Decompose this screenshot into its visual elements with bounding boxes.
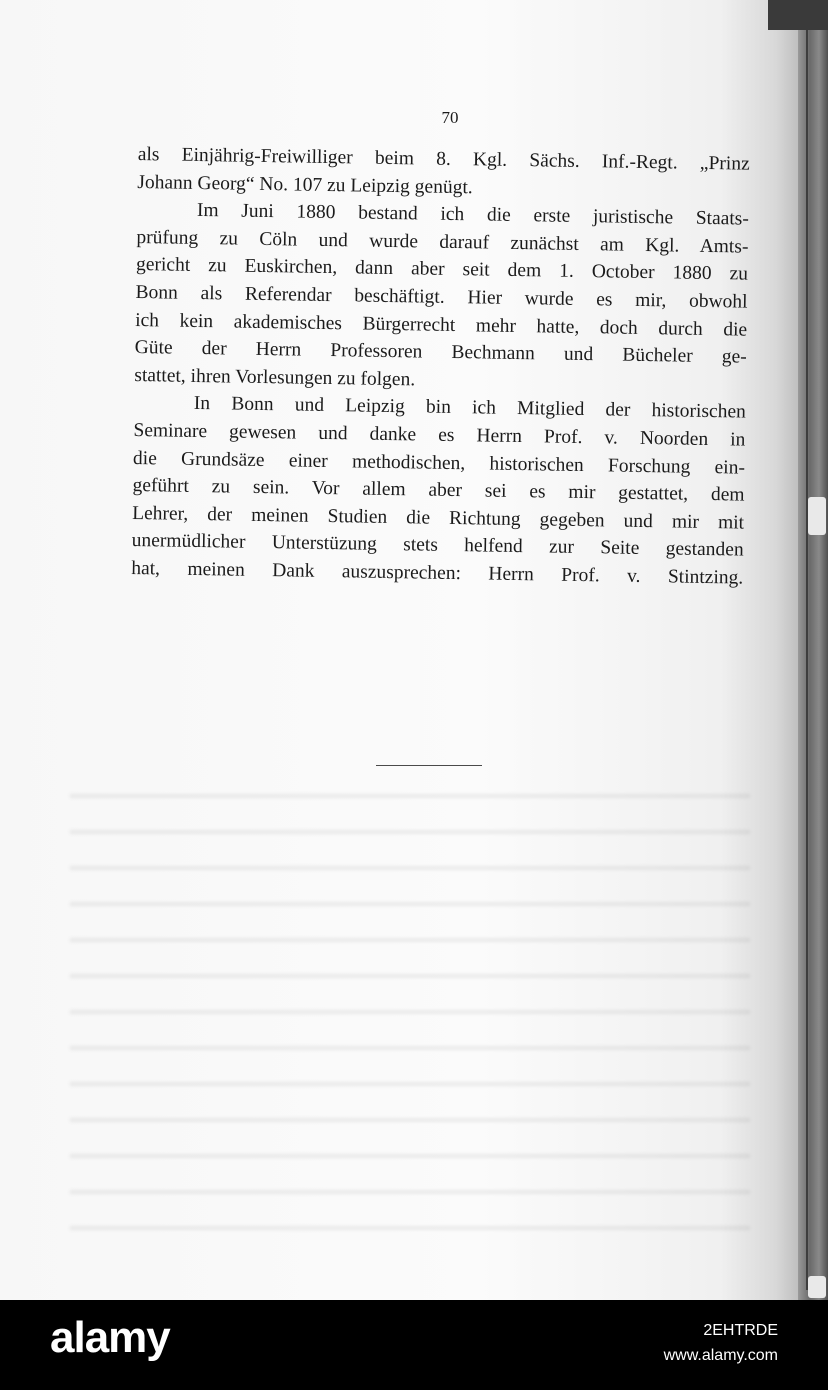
edge-tab-top	[808, 497, 826, 535]
page-number: 70	[441, 108, 459, 127]
edge-tab-bottom	[808, 1276, 826, 1298]
text-line: ich kein akademisches Bürgerrecht mehr hatte, doch durch die	[135, 309, 748, 341]
watermark-logo: alamy	[50, 1313, 170, 1362]
bleed-through-text	[70, 780, 750, 1260]
text-line: Güte der Herrn Professoren Bechmann und Bücheler ge-	[134, 337, 747, 368]
text-line: gericht zu Euskirchen, dann aber seit dem 1. October 1880 zu	[135, 254, 749, 285]
text-line: als Einjährig-Freiwilliger beim 8. Kgl. Sächs. Inf.-Regt. „Prinz	[137, 143, 750, 175]
watermark-image-id: 2EHTRDE	[703, 1322, 778, 1339]
section-rule	[376, 765, 482, 766]
page-edge	[798, 0, 828, 1300]
watermark-url: www.alamy.com	[663, 1347, 778, 1364]
text-line: In Bonn und Leipzig bin ich Mitglied der historischen	[193, 393, 746, 423]
text-line: Lehrer, der meinen Studien die Richtung gegeben und mir mit	[131, 502, 745, 534]
text-line: Bonn als Referendar beschäftigt. Hier wurde es mir, obwohl	[135, 281, 748, 313]
text-line: die Grundsäze einer methodischen, historischen Forschung ein-	[132, 447, 746, 479]
page-edge-line	[806, 30, 808, 1290]
text-line: hat, meinen Dank auszusprechen: Herrn Prof. v. Stintzing.	[131, 557, 744, 589]
body-text	[131, 141, 750, 592]
text-line: prüfung zu Cöln und wurde darauf zunächst am Kgl. Amts-	[136, 226, 749, 258]
text-line: Johann Georg“ No. 107 zu Leipzig genügt.	[137, 171, 473, 198]
text-line: geführt zu sein. Vor allem aber sei es mir gestattet, dem	[132, 475, 745, 506]
corner-shadow	[768, 0, 828, 30]
text-line: unermüdlicher Unterstüzung stets helfend zur Seite gestanden	[131, 530, 744, 561]
text-line: Im Juni 1880 bestand ich die erste juristische Staats-	[196, 200, 750, 230]
text-line: stattet, ihren Vorlesungen zu folgen.	[134, 364, 416, 391]
text-line: Seminare gewesen und danke es Herrn Prof. v. Noorden in	[133, 419, 746, 451]
